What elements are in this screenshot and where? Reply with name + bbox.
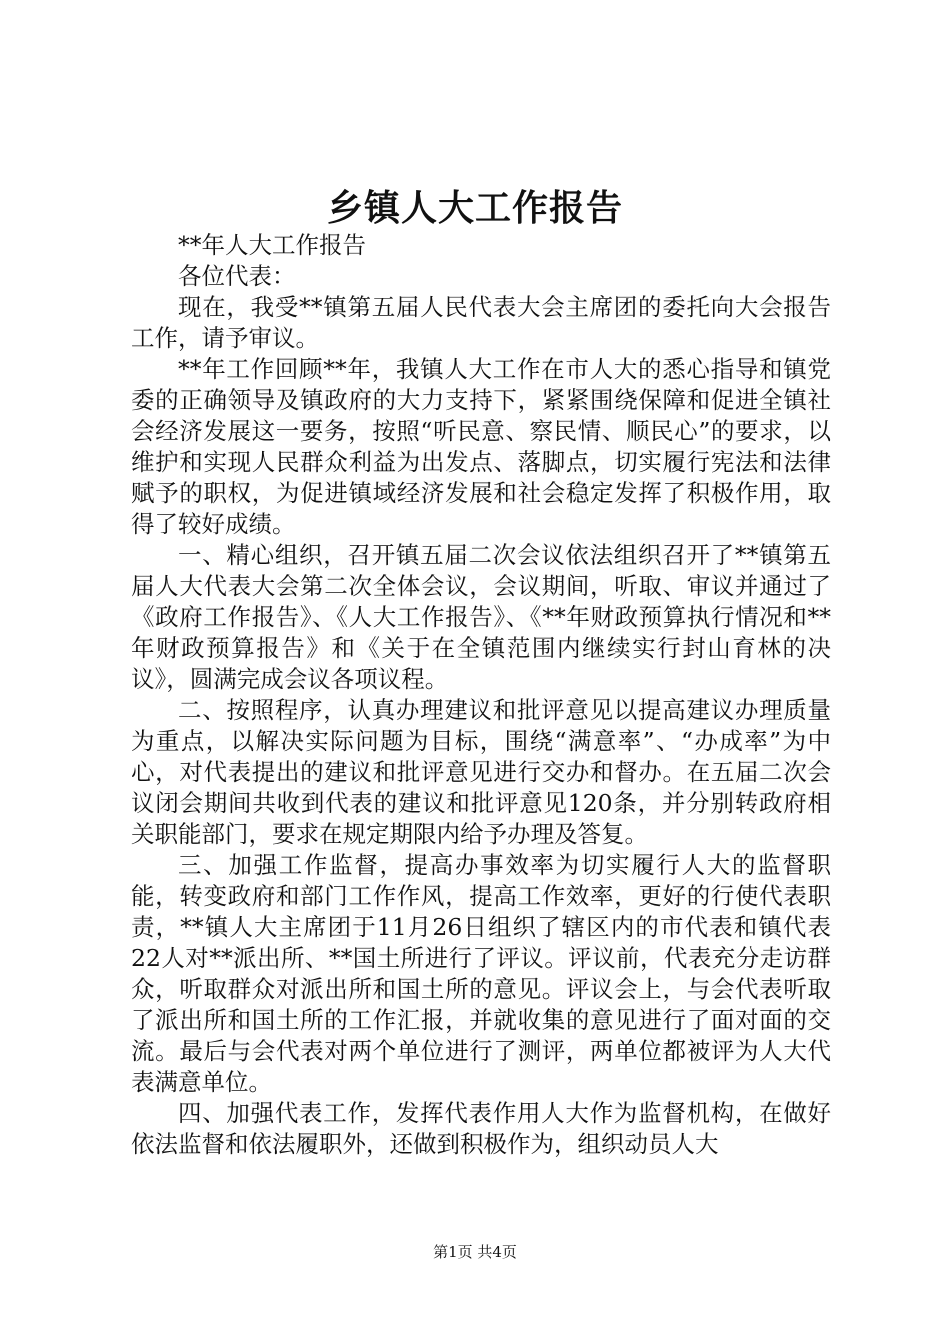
paragraph-review: **年工作回顾**年，我镇人大工作在市人大的悉心指导和镇党委的正确领导及镇政府的大力支持下，紧紧围绕保障和促进全镇社会经济发展这一要务，按照“听民意、察民情、顺民心”的要求，以维护和实现人民群众利益为出发点、落脚点，切实履行宪法和法律赋予的职权，为促进镇域经济发展和社会稳定发挥了积极作用，取得了较好成绩。 bbox=[131, 355, 831, 538]
salutation: 各位代表： bbox=[178, 262, 296, 290]
report-subtitle: **年人大工作报告 bbox=[178, 231, 366, 259]
paragraph-section-1: 一、精心组织，召开镇五届二次会议依法组织召开了**镇第五届人大代表大会第二次全体会议，会议期间，听取、审议并通过了《政府工作报告》、《人大工作报告》、《**年财政预算执行情况和**年财政预算报告》和《关于在全镇范围内继续实行封山育林的决议》，圆满完成会议各项议程。 bbox=[131, 541, 831, 693]
paragraph-intro: 现在，我受**镇第五届人民代表大会主席团的委托向大会报告工作，请予审议。 bbox=[131, 293, 831, 352]
paragraph-section-4: 四、加强代表工作，发挥代表作用人大作为监督机构，在做好依法监督和依法履职外，还做到积极作为，组织动员人大 bbox=[131, 1099, 831, 1158]
page-number-footer: 第1页 共4页 bbox=[433, 1243, 517, 1261]
document-body bbox=[131, 230, 831, 1160]
paragraph-section-2: 二、按照程序，认真办理建议和批评意见以提高建议办理质量为重点，以解决实际问题为目标，围绕“满意率”、“办成率”为中心，对代表提出的建议和批评意见进行交办和督办。在五届二次会议闭会期间共收到代表的建议和批评意见120条，并分别转政府相关职能部门，要求在规定期限内给予办理及答复。 bbox=[131, 696, 831, 848]
paragraph-section-3: 三、加强工作监督，提高办事效率为切实履行人大的监督职能，转变政府和部门工作作风，提高工作效率，更好的行使代表职责，**镇人大主席团于11月26日组织了辖区内的市代表和镇代表22人对**派出所、**国土所进行了评议。评议前，代表充分走访群众，听取群众对派出所和国土所的意见。评议会上，与会代表听取了派出所和国土所的工作汇报，并就收集的意见进行了面对面的交流。最后与会代表对两个单位进行了测评，两单位都被评为人大代表满意单位。 bbox=[131, 851, 831, 1096]
document-title: 乡镇人大工作报告 bbox=[326, 187, 623, 229]
